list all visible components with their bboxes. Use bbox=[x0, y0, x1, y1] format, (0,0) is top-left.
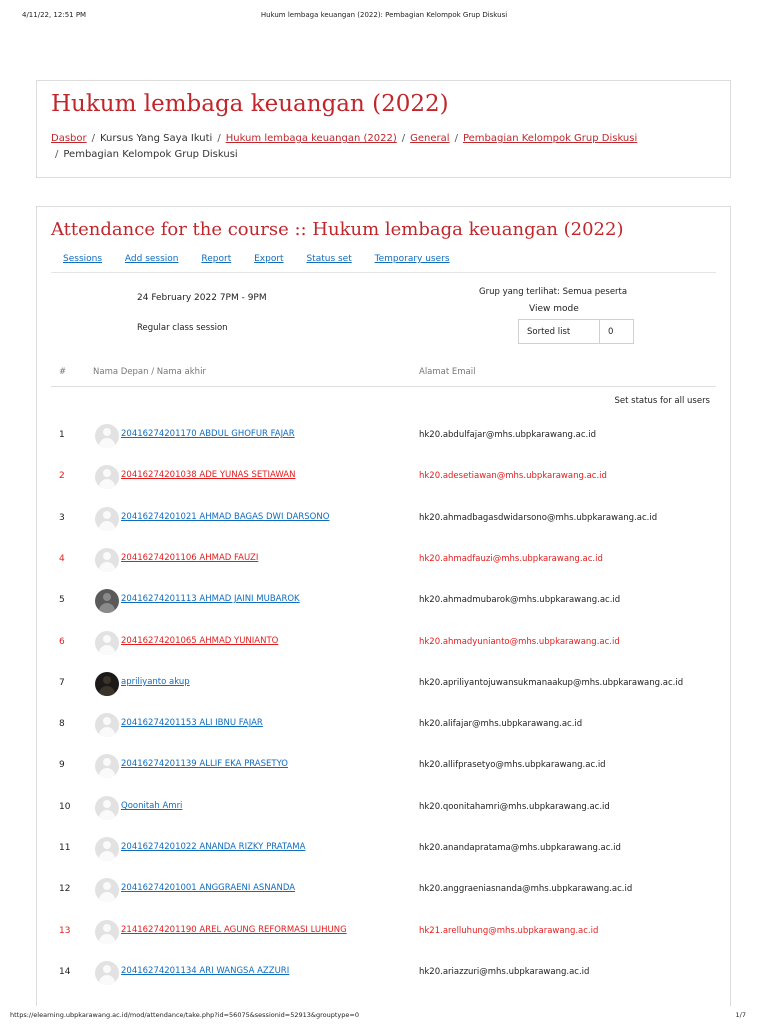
avatar-body-shape bbox=[99, 810, 115, 820]
user-email: hk20.adesetiawan@mhs.ubpkarawang.ac.id bbox=[419, 471, 607, 481]
avatar-head-shape bbox=[103, 965, 111, 973]
avatar-head-shape bbox=[103, 552, 111, 560]
user-email: hk20.allifprasetyo@mhs.ubpkarawang.ac.id bbox=[419, 760, 606, 770]
avatar-body-shape bbox=[99, 727, 115, 737]
avatar-head-shape bbox=[103, 882, 111, 890]
user-email: hk20.apriliyantojuwansukmanaakup@mhs.ubpkarawang.ac.id bbox=[419, 678, 684, 688]
user-avatar[interactable] bbox=[95, 920, 119, 944]
avatar-body-shape bbox=[99, 562, 115, 572]
avatar-head-shape bbox=[103, 635, 111, 643]
breadcrumb-dasbor[interactable]: Dasbor bbox=[51, 133, 87, 144]
tab-status-set[interactable]: Status set bbox=[306, 254, 352, 264]
user-avatar[interactable] bbox=[95, 548, 119, 572]
avatar-head-shape bbox=[103, 676, 111, 684]
avatar-head-shape bbox=[103, 800, 111, 808]
user-email: hk20.ariazzuri@mhs.ubpkarawang.ac.id bbox=[419, 967, 590, 977]
user-avatar[interactable] bbox=[95, 507, 119, 531]
user-email: hk20.ahmadfauzi@mhs.ubpkarawang.ac.id bbox=[419, 554, 603, 564]
table-row bbox=[37, 462, 732, 492]
avatar-head-shape bbox=[103, 593, 111, 601]
row-number: 2 bbox=[59, 471, 65, 481]
breadcrumb-course[interactable]: Hukum lembaga keuangan (2022) bbox=[225, 133, 397, 144]
user-name-link[interactable]: 20416274201153 ALI IBNU FAJAR bbox=[121, 718, 263, 728]
row-number: 7 bbox=[59, 678, 65, 688]
avatar-head-shape bbox=[103, 758, 111, 766]
user-email: hk20.ahmadyunianto@mhs.ubpkarawang.ac.id bbox=[419, 637, 620, 647]
avatar-body-shape bbox=[99, 686, 115, 696]
user-avatar[interactable] bbox=[95, 631, 119, 655]
row-number: 1 bbox=[59, 430, 65, 440]
table-row bbox=[37, 751, 732, 781]
breadcrumb-separator: / bbox=[55, 149, 59, 160]
avatar-head-shape bbox=[103, 511, 111, 519]
row-number: 3 bbox=[59, 513, 65, 523]
view-mode-control[interactable] bbox=[518, 319, 634, 344]
user-name-link[interactable]: 20416274201170 ABDUL GHOFUR FAJAR bbox=[121, 429, 295, 439]
user-name-link[interactable]: 20416274201113 AHMAD JAINI MUBAROK bbox=[121, 594, 300, 604]
column-header-number: # bbox=[59, 367, 67, 377]
breadcrumb-my-courses: Kursus Yang Saya Ikuti bbox=[100, 133, 213, 144]
avatar-body-shape bbox=[99, 521, 115, 531]
user-name-link[interactable]: 20416274201106 AHMAD FAUZI bbox=[121, 553, 259, 563]
user-email: hk20.abdulfajar@mhs.ubpkarawang.ac.id bbox=[419, 430, 596, 440]
user-avatar[interactable] bbox=[95, 754, 119, 778]
print-url: https://elearning.ubpkarawang.ac.id/mod/attendance/take.php?id=56075&sessionid=52913&grouptype=0 bbox=[10, 1011, 359, 1019]
avatar-head-shape bbox=[103, 469, 111, 477]
user-avatar[interactable] bbox=[95, 589, 119, 613]
row-number: 13 bbox=[59, 926, 71, 936]
user-name-link[interactable]: 20416274201139 ALLIF EKA PRASETYO bbox=[121, 759, 288, 769]
user-name-link[interactable]: 20416274201038 ADE YUNAS SETIAWAN bbox=[121, 470, 296, 480]
user-avatar[interactable] bbox=[95, 837, 119, 861]
visible-group-label: Grup yang terlihat: Semua peserta bbox=[479, 287, 628, 297]
avatar-body-shape bbox=[99, 479, 115, 489]
tab-export[interactable]: Export bbox=[254, 254, 284, 264]
table-row bbox=[37, 669, 732, 699]
avatar-body-shape bbox=[99, 851, 115, 861]
user-avatar[interactable] bbox=[95, 672, 119, 696]
avatar-body-shape bbox=[99, 975, 115, 985]
row-number: 11 bbox=[59, 843, 71, 853]
view-mode-label: View mode bbox=[529, 304, 579, 314]
print-doc-title: Hukum lembaga keuangan (2022): Pembagian Kelompok Grup Diskusi bbox=[260, 11, 508, 19]
user-email: hk20.qoonitahamri@mhs.ubpkarawang.ac.id bbox=[419, 802, 610, 812]
table-row bbox=[37, 834, 732, 864]
tab-sessions[interactable]: Sessions bbox=[63, 254, 103, 264]
row-number: 6 bbox=[59, 637, 65, 647]
column-header-name[interactable]: Nama Depan / Nama akhir bbox=[93, 367, 206, 377]
user-avatar[interactable] bbox=[95, 878, 119, 902]
view-mode-option[interactable]: Sorted list bbox=[527, 327, 571, 337]
breadcrumb-separator: / bbox=[454, 133, 458, 144]
user-avatar[interactable] bbox=[95, 424, 119, 448]
table-row bbox=[37, 710, 732, 740]
row-number: 12 bbox=[59, 884, 71, 894]
page-header-card bbox=[36, 80, 731, 178]
user-email: hk20.anandapratama@mhs.ubpkarawang.ac.id bbox=[419, 843, 621, 853]
user-name-link[interactable]: apriliyanto akup bbox=[121, 677, 190, 687]
avatar-body-shape bbox=[99, 892, 115, 902]
breadcrumb-current: Pembagian Kelompok Grup Diskusi bbox=[63, 149, 238, 160]
avatar-head-shape bbox=[103, 924, 111, 932]
tab-add-session[interactable]: Add session bbox=[124, 254, 179, 264]
print-datetime: 4/11/22, 12:51 PM bbox=[22, 11, 87, 19]
user-name-link[interactable]: 20416274201134 ARI WANGSA AZZURI bbox=[121, 966, 290, 976]
user-name-link[interactable]: 20416274201021 AHMAD BAGAS DWI DARSONO bbox=[121, 512, 330, 522]
row-number: 4 bbox=[59, 554, 65, 564]
breadcrumb-general[interactable]: General bbox=[410, 133, 450, 144]
breadcrumb-activity[interactable]: Pembagian Kelompok Grup Diskusi bbox=[462, 133, 638, 144]
table-row bbox=[37, 917, 732, 947]
user-email: hk20.alifajar@mhs.ubpkarawang.ac.id bbox=[419, 719, 583, 729]
column-header-email[interactable]: Alamat Email bbox=[419, 367, 476, 377]
attendance-card bbox=[36, 206, 731, 1006]
user-avatar[interactable] bbox=[95, 465, 119, 489]
avatar-body-shape bbox=[99, 645, 115, 655]
user-email: hk21.arelluhung@mhs.ubpkarawang.ac.id bbox=[419, 926, 599, 936]
table-row bbox=[37, 545, 732, 575]
table-row bbox=[37, 793, 732, 823]
table-row bbox=[37, 958, 732, 988]
table-row bbox=[37, 504, 732, 534]
row-number: 9 bbox=[59, 760, 65, 770]
attendance-title: Attendance for the course :: Hukum lembaga keuangan (2022) bbox=[51, 219, 624, 240]
breadcrumb-separator: / bbox=[217, 133, 221, 144]
table-row bbox=[37, 421, 732, 451]
breadcrumb-separator: / bbox=[401, 133, 406, 144]
avatar-head-shape bbox=[103, 841, 111, 849]
user-avatar[interactable] bbox=[95, 713, 119, 737]
row-number: 8 bbox=[59, 719, 65, 729]
tabs-divider bbox=[51, 272, 716, 273]
user-name-link[interactable]: Qoonitah Amri bbox=[121, 801, 183, 811]
user-name-link[interactable]: 21416274201190 AREL AGUNG REFORMASI LUHUNG bbox=[121, 925, 347, 935]
avatar-head-shape bbox=[103, 428, 111, 436]
row-number: 14 bbox=[59, 967, 71, 977]
user-name-link[interactable]: 20416274201065 AHMAD YUNIANTO bbox=[121, 636, 279, 646]
view-mode-count: 0 bbox=[599, 320, 634, 343]
user-email: hk20.ahmadbagasdwidarsono@mhs.ubpkarawang.ac.id bbox=[419, 513, 658, 523]
tab-temporary-users[interactable]: Temporary users bbox=[374, 254, 450, 264]
page-title: Hukum lembaga keuangan (2022) bbox=[51, 91, 449, 117]
user-avatar[interactable] bbox=[95, 796, 119, 820]
breadcrumb-separator: / bbox=[91, 133, 95, 144]
attendance-tabs bbox=[63, 254, 470, 264]
table-row bbox=[37, 628, 732, 658]
print-page-number: 1/7 bbox=[735, 1011, 746, 1019]
set-status-all-label: Set status for all users bbox=[614, 396, 710, 406]
user-email: hk20.anggraeniasnanda@mhs.ubpkarawang.ac.id bbox=[419, 884, 633, 894]
table-row bbox=[37, 875, 732, 905]
avatar-body-shape bbox=[99, 438, 115, 448]
session-date: 24 February 2022 7PM - 9PM bbox=[137, 293, 267, 303]
row-number: 5 bbox=[59, 595, 65, 605]
user-avatar[interactable] bbox=[95, 961, 119, 985]
avatar-body-shape bbox=[99, 603, 115, 613]
tab-report[interactable]: Report bbox=[201, 254, 232, 264]
user-name-link[interactable]: 20416274201022 ANANDA RIZKY PRATAMA bbox=[121, 842, 306, 852]
breadcrumb bbox=[51, 131, 711, 163]
user-email: hk20.ahmadmubarok@mhs.ubpkarawang.ac.id bbox=[419, 595, 621, 605]
session-description: Regular class session bbox=[137, 323, 228, 333]
table-row bbox=[37, 586, 732, 616]
row-number: 10 bbox=[59, 802, 71, 812]
avatar-body-shape bbox=[99, 934, 115, 944]
user-name-link[interactable]: 20416274201001 ANGGRAENI ASNANDA bbox=[121, 883, 296, 893]
avatar-head-shape bbox=[103, 717, 111, 725]
header-divider bbox=[51, 386, 716, 387]
avatar-body-shape bbox=[99, 768, 115, 778]
